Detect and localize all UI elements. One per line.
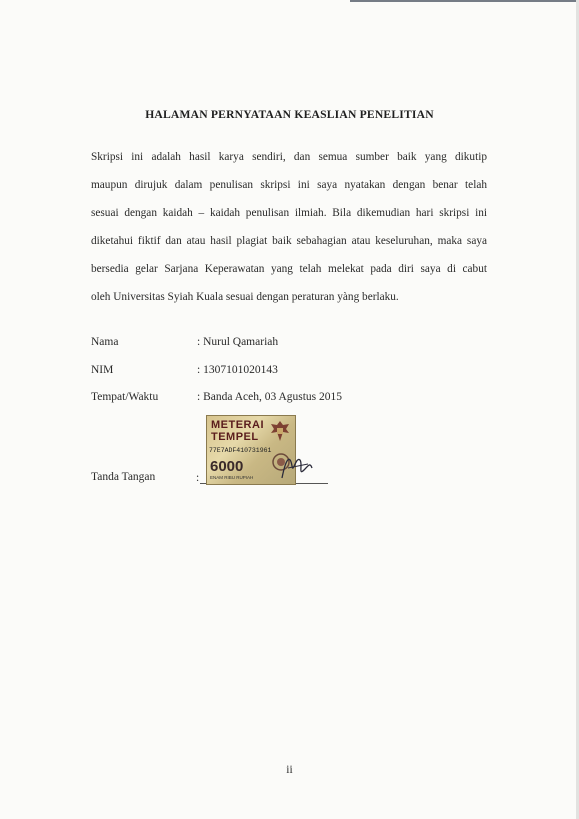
field-place-time-label: Tempat/Waktu xyxy=(91,391,159,403)
scan-edge-mark xyxy=(350,0,579,2)
paragraph-line: bersedia gelar Sarjana Keperawatan yang telah melekat pada diri saya di cabut xyxy=(91,263,487,275)
stamp-amount-text: ENAM RIBU RUPIAH xyxy=(210,475,254,480)
garuda-emblem-icon xyxy=(269,419,291,443)
stamp-serial: 77E7ADF410731961 xyxy=(209,447,272,454)
paragraph-line: sesuai dengan kaidah – kaidah penulisan ilmiah. Bila dikemudian hari skripsi ini xyxy=(91,207,487,219)
field-place-time-value: : Banda Aceh, 03 Agustus 2015 xyxy=(197,391,343,403)
paragraph-line: maupun dirujuk dalam penulisan skripsi ini saya nyatakan dengan benar telah xyxy=(91,179,487,191)
field-name-value: : Nurul Qamariah xyxy=(197,336,279,348)
stamp-line1: METERAI xyxy=(211,419,264,431)
field-name-label: Nama xyxy=(91,336,119,348)
paragraph-line: oleh Universitas Syiah Kuala sesuai dengan peraturan yàng berlaku. xyxy=(91,291,399,303)
declaration-paragraph xyxy=(91,150,487,318)
paragraph-line: diketahui fiktif dan atau hasil plagiat baik sebahagian atau keseluruhan, maka saya xyxy=(91,235,487,247)
stamp-amount: 6000 xyxy=(210,458,244,475)
signature-colon: : xyxy=(196,472,200,484)
stamp-line2: TEMPEL xyxy=(211,431,259,443)
field-nim-value: : 1307101020143 xyxy=(197,364,278,376)
paragraph-line: Skripsi ini adalah hasil karya sendiri, dan semua sumber baik yang dikutip xyxy=(91,151,487,163)
page-number: ii xyxy=(286,764,293,776)
handwritten-signature xyxy=(278,448,318,484)
field-nim-label: NIM xyxy=(91,364,114,376)
document-title: HALAMAN PERNYATAAN KEASLIAN PENELITIAN xyxy=(145,108,434,121)
field-signature-label: Tanda Tangan xyxy=(91,471,156,483)
